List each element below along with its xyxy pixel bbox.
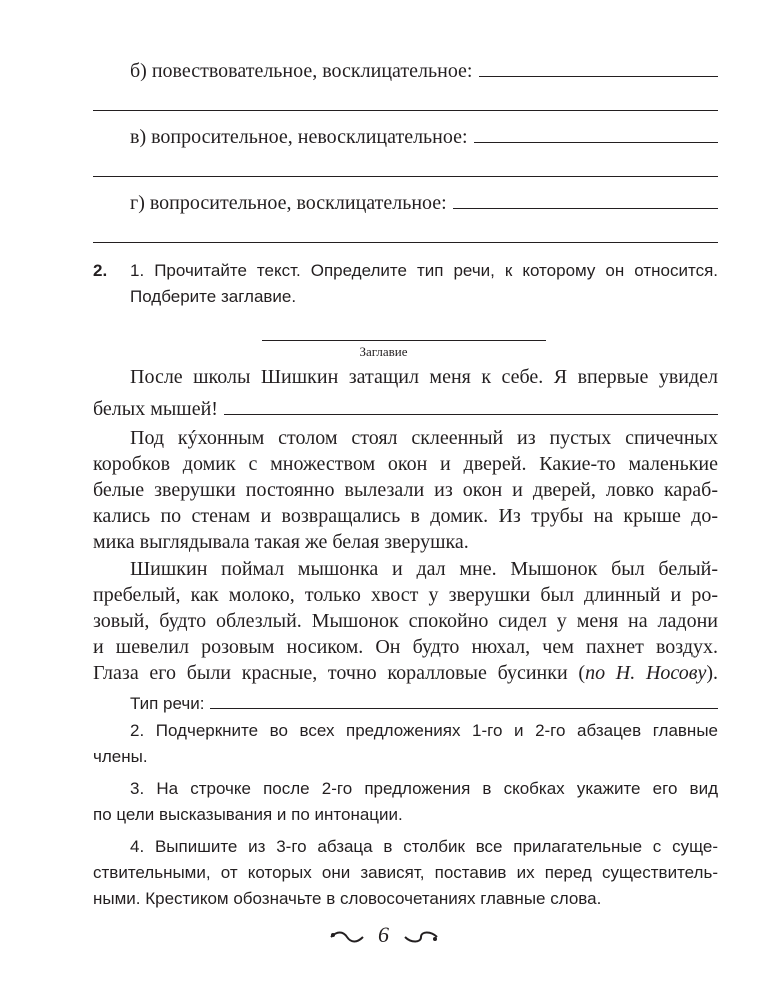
answer-rule[interactable] (93, 242, 718, 243)
answer-line-b[interactable] (130, 58, 718, 84)
instruction-line: по цели высказывания и по интонации. (93, 805, 403, 824)
instruction-line: 3. На строчке после 2-го предложения в скобках укажите его вид (130, 779, 718, 798)
instruction-line: 4. Выпишите из 3-го абзаца в столбик все прилагательные с суще- (130, 837, 718, 856)
text-line-with-blank[interactable] (93, 396, 718, 422)
flourish-left-icon (329, 930, 365, 944)
answer-rule[interactable] (93, 176, 718, 177)
answer-line-g[interactable] (130, 190, 718, 216)
text-line (93, 660, 718, 686)
text-line: зовый, будто облезлый. Мышонок спокойно сидел у меня на ладони (93, 610, 718, 632)
answer-rule[interactable] (93, 110, 718, 111)
answer-blank[interactable] (453, 190, 718, 209)
text-fragment: белых мышей! (93, 398, 218, 420)
source-attribution: по Н. Носову (585, 662, 707, 684)
instruction-line: Подберите заглавие. (130, 287, 297, 306)
page-footer (0, 922, 767, 948)
text-line: и шевелил розовым носиком. Он будто нюхал, чем пахнет воздух. (93, 636, 718, 658)
title-caption: Заглавие (359, 344, 408, 359)
instruction-line: ными. Крестиком обозначьте в словосочетаниях главные слова. (93, 889, 602, 908)
text-line: белые зверушки постоянно вылезали из окон и дверей, ловко караб- (93, 479, 718, 501)
speech-type-label: Тип речи: (130, 694, 205, 713)
title-answer-line[interactable] (262, 340, 546, 341)
item-label: г) вопросительное, восклицательное: (130, 192, 447, 214)
text-line: мика выглядывала такая же белая зверушка. (93, 531, 469, 553)
text-line: пребелый, как молоко, только хвост у зверушки был длинный и ро- (93, 584, 718, 606)
text-line: кались по стенам и возвращались в домик. Из трубы на крыше до- (93, 505, 718, 527)
answer-line-v[interactable] (130, 124, 718, 150)
task-number: 2. (93, 261, 108, 280)
item-label: б) повествовательное, восклицательное: (130, 60, 473, 82)
text-fragment: ). (706, 662, 718, 684)
instruction-line: члены. (93, 747, 148, 766)
speech-type-line[interactable] (130, 690, 718, 716)
instruction-line: 1. Прочитайте текст. Определите тип речи, к которому он относится. (130, 261, 718, 280)
text-line: Под кýхонным столом стоял склеенный из пустых спичечных (130, 427, 718, 449)
answer-blank[interactable] (210, 690, 718, 709)
answer-blank[interactable] (224, 396, 718, 415)
text-line: коробков домик с множеством окон и дверей. Какие-то маленькие (93, 453, 718, 475)
answer-blank[interactable] (474, 124, 718, 143)
instruction-line: ствительными, от которых они зависят, поставив их перед существитель- (93, 863, 718, 882)
answer-blank[interactable] (479, 58, 719, 77)
text-line: После школы Шишкин затащил меня к себе. Я впервые увидел (130, 366, 718, 388)
page-number: 6 (378, 922, 389, 947)
item-label: в) вопросительное, невосклицательное: (130, 126, 468, 148)
flourish-right-icon (403, 930, 439, 944)
instruction-line: 2. Подчеркните во всех предложениях 1-го и 2-го абзацев главные (130, 721, 718, 740)
text-line: Шишкин поймал мышонка и дал мне. Мышонок был белый- (130, 558, 718, 580)
text-fragment: Глаза его были красные, точно коралловые бусинки ( (93, 662, 586, 684)
